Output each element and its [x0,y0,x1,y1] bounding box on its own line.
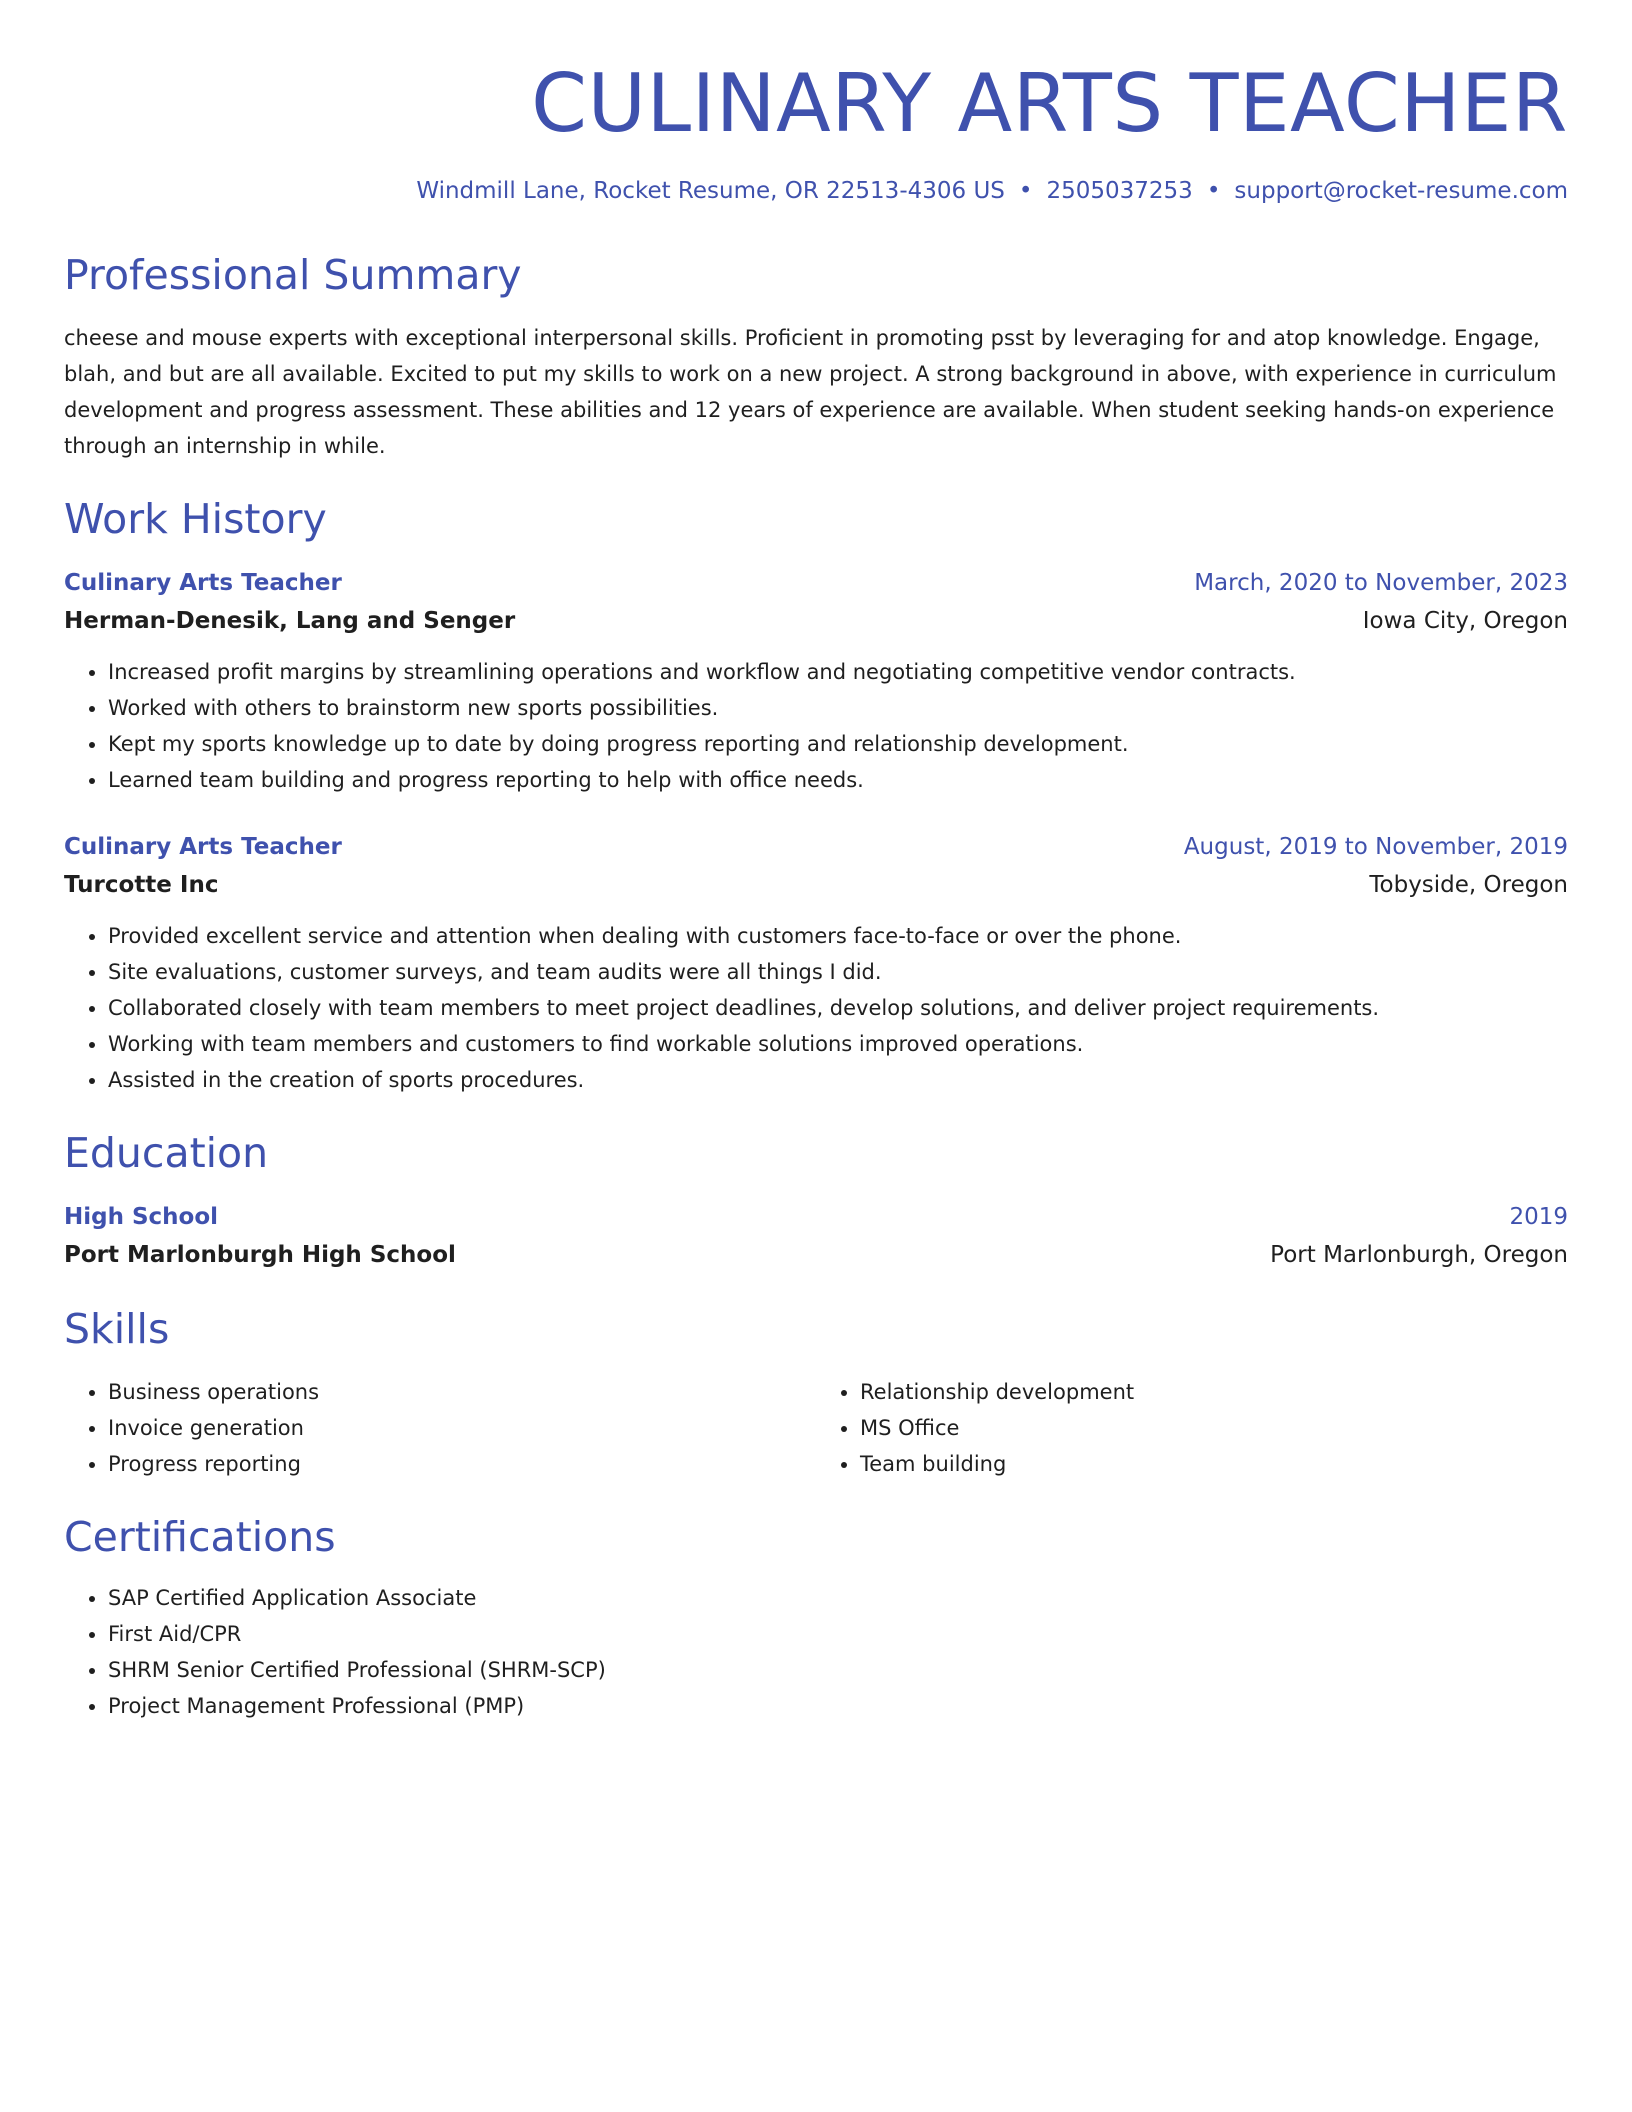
certification-item: • SHRM Senior Certified Professional (SHRM-SCP) [108,1652,1568,1688]
contact-line [64,176,1568,206]
skill-item: • Relationship development [860,1374,1568,1410]
job-bullet: • Working with team members and customers to find workable solutions improved operations. [108,1026,1568,1062]
job-bullet: • Assisted in the creation of sports procedures. [108,1062,1568,1098]
job-bullets [64,654,1568,798]
job-employer-row [64,602,1568,640]
job-bullet: • Kept my sports knowledge up to date by doing progress reporting and relationship development. [108,726,1568,762]
contact-separator: • [1206,178,1221,204]
skills-column-left [64,1374,816,1482]
skills-bullets [816,1374,1568,1482]
contact-address: Windmill Lane, Rocket Resume, OR 22513-4306 US [416,178,1005,204]
job-entry [64,828,1568,1098]
job-title-row [64,828,1568,866]
education-year: 2019 [1509,1204,1568,1230]
summary-heading: Professional Summary [64,251,522,299]
contact-email[interactable]: support@rocket-resume.com [1234,178,1568,204]
education-degree-row [64,1198,1568,1236]
certifications-list [64,1580,1568,1724]
education-entry [64,1198,1568,1274]
contact-separator: • [1018,178,1033,204]
job-employer-row [64,866,1568,904]
job-bullet: • Collaborated closely with team members to meet project deadlines, develop solutions, and deliver project requirements. [108,990,1568,1026]
job-title-row [64,564,1568,602]
education-school-row [64,1236,1568,1274]
skills-column-right [816,1374,1568,1482]
certification-item: • SAP Certified Application Associate [108,1580,1568,1616]
resume-header [64,56,1568,206]
skill-item: • MS Office [860,1410,1568,1446]
certifications-bullets [64,1580,1568,1724]
job-bullet: • Site evaluations, customer surveys, and team audits were all things I did. [108,954,1568,990]
certifications-heading: Certifications [64,1513,336,1561]
job-location: Iowa City, Oregon [1362,608,1568,634]
job-title: Culinary Arts Teacher [64,570,342,596]
skills-list [64,1374,1568,1482]
skill-item: • Invoice generation [108,1410,816,1446]
skills-bullets [64,1374,816,1482]
skills-heading: Skills [64,1305,170,1353]
job-location: Tobyside, Oregon [1369,872,1568,898]
job-dates: March, 2020 to November, 2023 [1194,570,1568,596]
summary-text: cheese and mouse experts with exceptional interpersonal skills. Proficient in promoting psst by leveraging for and atop knowledge. Engage, blah, and but are all available. Excited to put my skills to work on a new project. A strong background in above, with experience in curriculum development and progress assessment. These abilities and 12 years of experience are available. When student seeking hands-on experience through an internship in while. [64,326,1557,458]
candidate-name: CULINARY ARTS TEACHER [531,57,1568,150]
job-bullet: • Learned team building and progress reporting to help with office needs. [108,762,1568,798]
work-history-heading: Work History [64,495,327,543]
job-bullet: • Increased profit margins by streamlining operations and workflow and negotiating competitive vendor contracts. [108,654,1568,690]
job-bullet: • Provided excellent service and attention when dealing with customers face-to-face or over the phone. [108,918,1568,954]
job-employer: Herman-Denesik, Lang and Senger [64,608,516,634]
education-school: Port Marlonburgh High School [64,1242,456,1268]
education-heading: Education [64,1129,269,1177]
skill-item: • Team building [860,1446,1568,1482]
job-dates: August, 2019 to November, 2019 [1183,834,1568,860]
certification-item: • Project Management Professional (PMP) [108,1688,1568,1724]
education-location: Port Marlonburgh, Oregon [1270,1242,1568,1268]
skill-item: • Business operations [108,1374,816,1410]
certification-item: • First Aid/CPR [108,1616,1568,1652]
job-bullet: • Worked with others to brainstorm new sports possibilities. [108,690,1568,726]
education-degree: High School [64,1204,219,1230]
job-bullets [64,918,1568,1098]
contact-phone[interactable]: 2505037253 [1046,178,1193,204]
skill-item: • Progress reporting [108,1446,816,1482]
job-entry [64,564,1568,798]
job-title: Culinary Arts Teacher [64,834,342,860]
job-employer: Turcotte Inc [64,872,219,898]
